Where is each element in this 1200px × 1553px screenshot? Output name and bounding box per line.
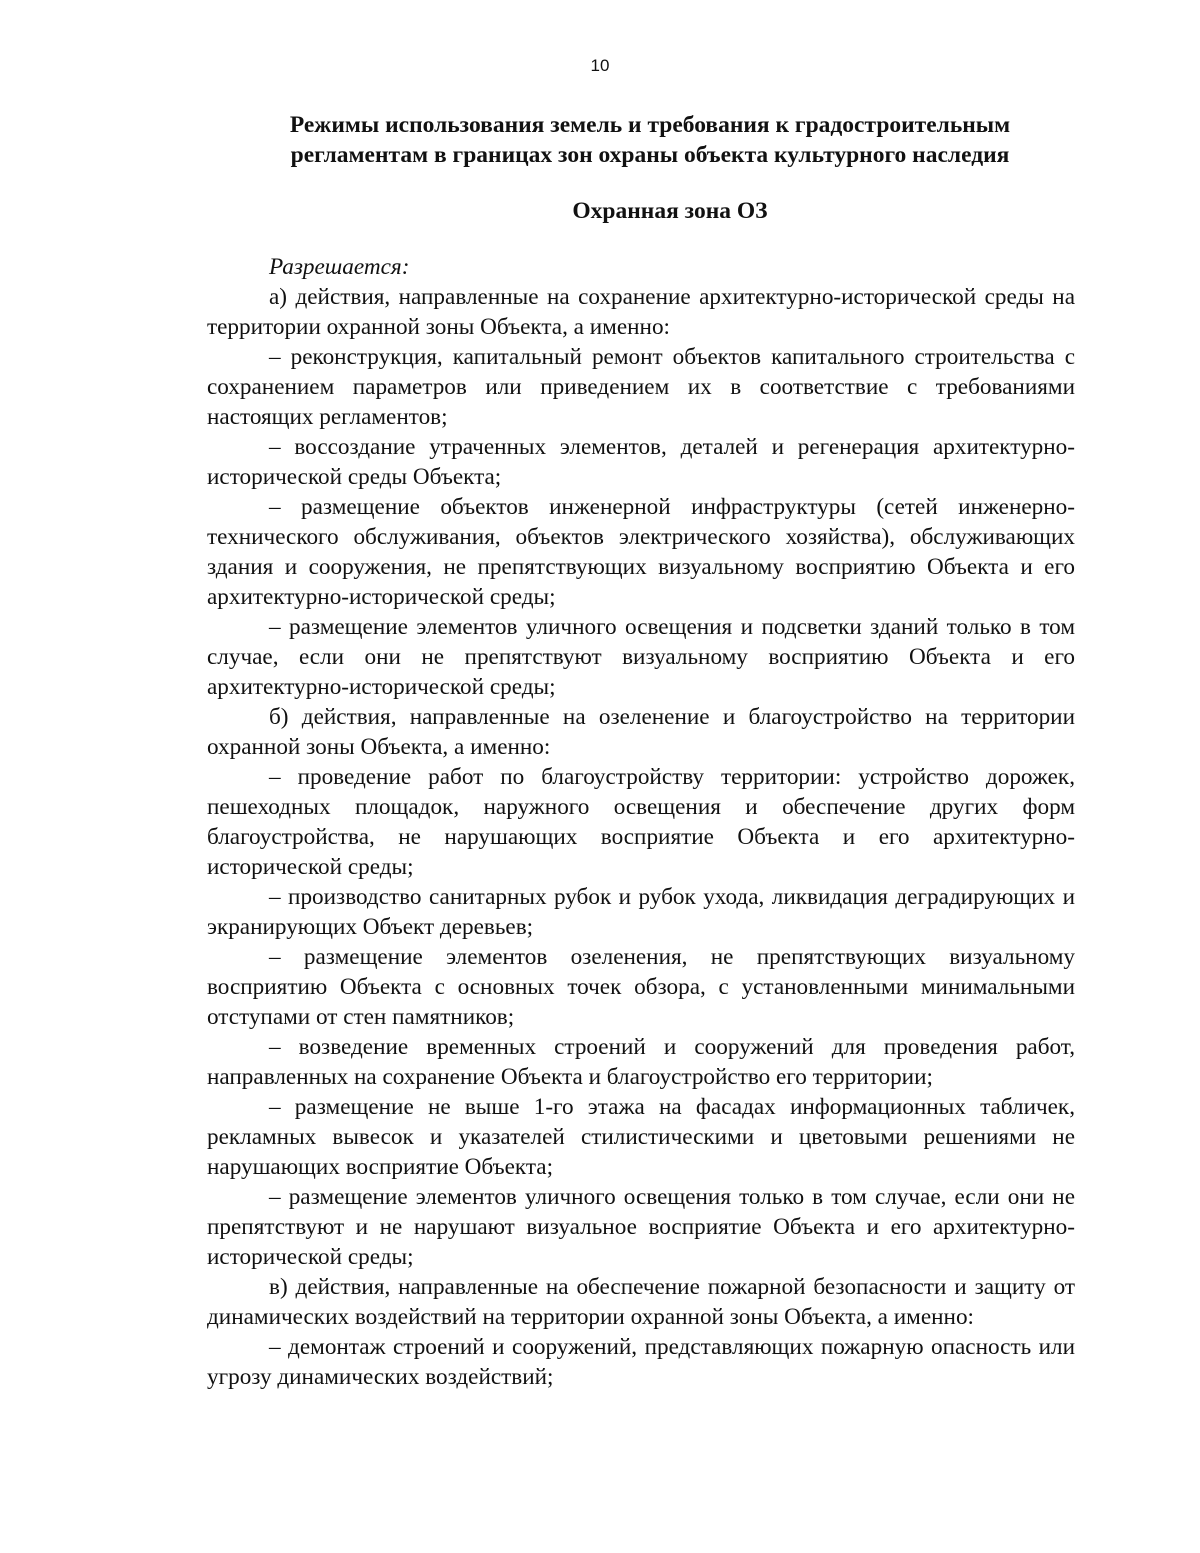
list-item: – проведение работ по благоустройству территории: устройство дорожек, пешеходных площадок, наружного освещения и обеспечение других форм благоустройства, не нарушающих восприятие Объекта и его архитектурно-исторической среды; [207, 764, 1075, 880]
list-item: – возведение временных строений и сооружений для проведения работ, направленных на сохранение Объекта и благоустройство его территории; [207, 1034, 1075, 1090]
title-line-2: регламентам в границах зон охраны объекта культурного наследия [290, 142, 1010, 168]
paragraph-a: а) действия, направленные на сохранение архитектурно-исторической среды на территории охранной зоны Объекта, а именно: [207, 284, 1075, 340]
paragraph-b: б) действия, направленные на озеленение и благоустройство на территории охранной зоны Объекта, а именно: [207, 704, 1075, 760]
section-heading: Охранная зона ОЗ [572, 198, 768, 224]
list-item: – демонтаж строений и сооружений, представляющих пожарную опасность или угрозу динамических воздействий; [207, 1334, 1075, 1390]
list-item: – размещение элементов уличного освещения только в том случае, если они не препятствуют и не нарушают визуальное восприятие Объекта и его архитектурно-исторической среды; [207, 1184, 1075, 1270]
list-item: – размещение объектов инженерной инфраструктуры (сетей инженерно-технического обслуживания, объектов электрического хозяйства), обслуживающих здания и сооружения, не препятствующих визуальному восприятию Объекта и его архитектурно-исторической среды; [207, 494, 1075, 610]
page-number: 10 [590, 56, 610, 75]
document-body [207, 252, 1075, 1392]
list-item: – размещение элементов уличного освещения и подсветки зданий только в том случае, если они не препятствуют визуальному восприятию Объекта и его архитектурно-исторической среды; [207, 614, 1075, 700]
list-item: – размещение не выше 1-го этажа на фасадах информационных табличек, рекламных вывесок и указателей стилистическими и цветовыми решениями не нарушающих восприятие Объекта; [207, 1094, 1075, 1180]
intro-line: Разрешается: [269, 254, 410, 280]
list-item: – воссоздание утраченных элементов, деталей и регенерация архитектурно-исторической среды Объекта; [207, 434, 1075, 490]
paragraph-v: в) действия, направленные на обеспечение пожарной безопасности и защиту от динамических воздействий на территории охранной зоны Объекта, а именно: [207, 1274, 1075, 1330]
document-title [200, 110, 1100, 170]
list-item: – размещение элементов озеленения, не препятствующих визуальному восприятию Объекта с основных точек обзора, с установленными минимальными отступами от стен памятников; [207, 944, 1075, 1030]
title-line-1: Режимы использования земель и требования к градостроительным [289, 112, 1011, 138]
list-item: – производство санитарных рубок и рубок ухода, ликвидация деградирующих и экранирующих Объект деревьев; [207, 884, 1075, 940]
list-item: – реконструкция, капитальный ремонт объектов капитального строительства с сохранением параметров или приведением их в соответствие с требованиями настоящих регламентов; [207, 344, 1075, 430]
